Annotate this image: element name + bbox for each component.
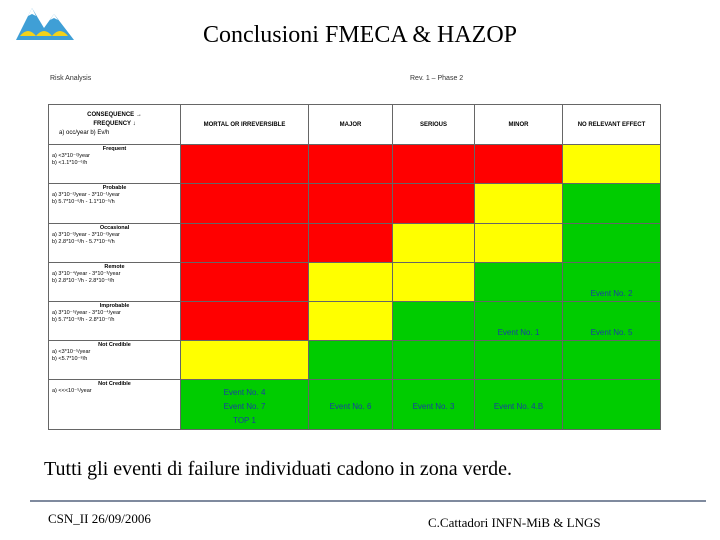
frequency-name: Probable	[102, 185, 127, 191]
column-header: NO RELEVANT EFFECT	[563, 105, 661, 145]
consequence-label: CONSEQUENCE →	[87, 112, 142, 119]
event-label: Event No. 7	[223, 401, 266, 411]
risk-analysis-label: Risk Analysis	[50, 75, 92, 82]
event-label: Event No. 5	[590, 328, 633, 337]
risk-cell-green	[181, 380, 309, 430]
risk-cell-green	[393, 341, 475, 380]
risk-cell-green	[309, 341, 393, 380]
frequency-label: FREQUENCY ↓	[93, 121, 136, 128]
column-header: MINOR	[475, 105, 563, 145]
column-header: MORTAL OR IRREVERSIBLE	[181, 105, 309, 145]
frequency-range-a: a) <<<10⁻⁵/year	[52, 387, 92, 394]
event-label: Event No. 4	[223, 387, 266, 397]
matrix-row	[49, 302, 661, 341]
event-label: Event No. 2	[590, 289, 633, 298]
matrix-header-row	[49, 105, 661, 145]
frequency-name: Improbable	[99, 303, 130, 309]
frequency-range-a: a) <3*10⁻⁵/year	[52, 348, 91, 355]
footer-divider	[30, 500, 706, 502]
frequency-range-b: b) <1.1*10⁻⁶/h	[52, 159, 88, 166]
matrix-row	[49, 184, 661, 224]
risk-cell-red	[393, 184, 475, 224]
frequency-row-header	[49, 263, 181, 302]
frequency-row-header	[49, 224, 181, 263]
event-label: TOP 1	[233, 415, 256, 425]
risk-cell-green	[563, 263, 661, 302]
frequency-range-a: a) 3*10⁻³/year - 3*10⁻²/year	[52, 231, 120, 238]
frequency-name: Not Credible	[98, 381, 131, 387]
footer-right: C.Cattadori INFN-MiB & LNGS	[428, 515, 601, 530]
risk-cell-green	[563, 184, 661, 224]
risk-cell-green	[309, 380, 393, 430]
frequency-range-b: b) 2.8*10⁻⁷/h - 2.8*10⁻⁶/h	[52, 277, 115, 284]
risk-cell-yellow	[563, 145, 661, 184]
event-label: Event No. 1	[497, 328, 540, 337]
matrix-row	[49, 380, 661, 430]
frequency-range-b: b) <5.7*10⁻⁸/h	[52, 355, 88, 362]
risk-cell-green	[475, 302, 563, 341]
risk-cell-red	[181, 224, 309, 263]
risk-cell-yellow	[181, 341, 309, 380]
risk-cell-red	[393, 145, 475, 184]
risk-cell-green	[563, 380, 661, 430]
matrix-corner-cell	[49, 105, 181, 145]
risk-cell-green	[393, 302, 475, 341]
risk-cell-green	[475, 380, 563, 430]
risk-cell-yellow	[393, 224, 475, 263]
frequency-range-b: b) 2.8*10⁻⁶/h - 5.7*10⁻⁶/h	[52, 238, 115, 245]
frequency-name: Occasional	[99, 225, 130, 231]
risk-cell-green	[563, 341, 661, 380]
frequency-range-a: a) 3*10⁻²/year - 3*10⁻¹/year	[52, 191, 120, 198]
risk-cell-green	[563, 302, 661, 341]
matrix-row	[49, 224, 661, 263]
risk-cell-yellow	[475, 224, 563, 263]
frequency-range-b: b) 5.7*10⁻⁸/h - 2.8*10⁻⁷/h	[52, 316, 115, 323]
event-label: Event No. 6	[329, 401, 372, 411]
risk-cell-red	[181, 145, 309, 184]
event-label: Event No. 3	[412, 401, 455, 411]
units-label: a) occ/year b) Ev/h	[59, 129, 110, 136]
risk-cell-red	[309, 145, 393, 184]
conclusion-note: Tutti gli eventi di failure individuati cadono in zona verde.	[44, 458, 513, 480]
risk-cell-green	[393, 380, 475, 430]
matrix-row	[49, 341, 661, 380]
risk-cell-green	[563, 224, 661, 263]
column-header: MAJOR	[309, 105, 393, 145]
risk-matrix	[48, 104, 661, 430]
frequency-row-header	[49, 341, 181, 380]
slide-title: Conclusioni FMECA & HAZOP	[202, 22, 518, 48]
footer-left: CSN_II 26/09/2006	[48, 511, 151, 526]
frequency-range-a: a) 3*10⁻⁵/year - 3*10⁻⁴/year	[52, 309, 121, 316]
risk-cell-red	[181, 302, 309, 341]
matrix-row	[49, 145, 661, 184]
risk-cell-yellow	[475, 184, 563, 224]
risk-cell-red	[309, 224, 393, 263]
risk-cell-green	[475, 263, 563, 302]
risk-cell-yellow	[393, 263, 475, 302]
risk-cell-red	[181, 263, 309, 302]
frequency-name: Remote	[104, 264, 125, 270]
frequency-row-header	[49, 184, 181, 224]
frequency-row-header	[49, 302, 181, 341]
frequency-range-a: a) <3*10⁻²/year	[52, 152, 90, 159]
revision-label: Rev. 1 – Phase 2	[410, 75, 464, 82]
frequency-range-b: b) 5.7*10⁻⁶/h - 1.1*10⁻⁵/h	[52, 198, 115, 205]
frequency-name: Not Credible	[98, 342, 131, 348]
risk-cell-green	[475, 341, 563, 380]
risk-cell-red	[475, 145, 563, 184]
frequency-row-header	[49, 145, 181, 184]
risk-cell-red	[181, 184, 309, 224]
frequency-row-header	[49, 380, 181, 430]
frequency-name: Frequent	[102, 146, 127, 152]
event-label: Event No. 4.B	[493, 401, 544, 411]
risk-cell-yellow	[309, 263, 393, 302]
risk-cell-yellow	[309, 302, 393, 341]
risk-cell-red	[309, 184, 393, 224]
matrix-row	[49, 263, 661, 302]
frequency-range-a: a) 3*10⁻⁴/year - 3*10⁻³/year	[52, 270, 121, 277]
column-header: SERIOUS	[393, 105, 475, 145]
